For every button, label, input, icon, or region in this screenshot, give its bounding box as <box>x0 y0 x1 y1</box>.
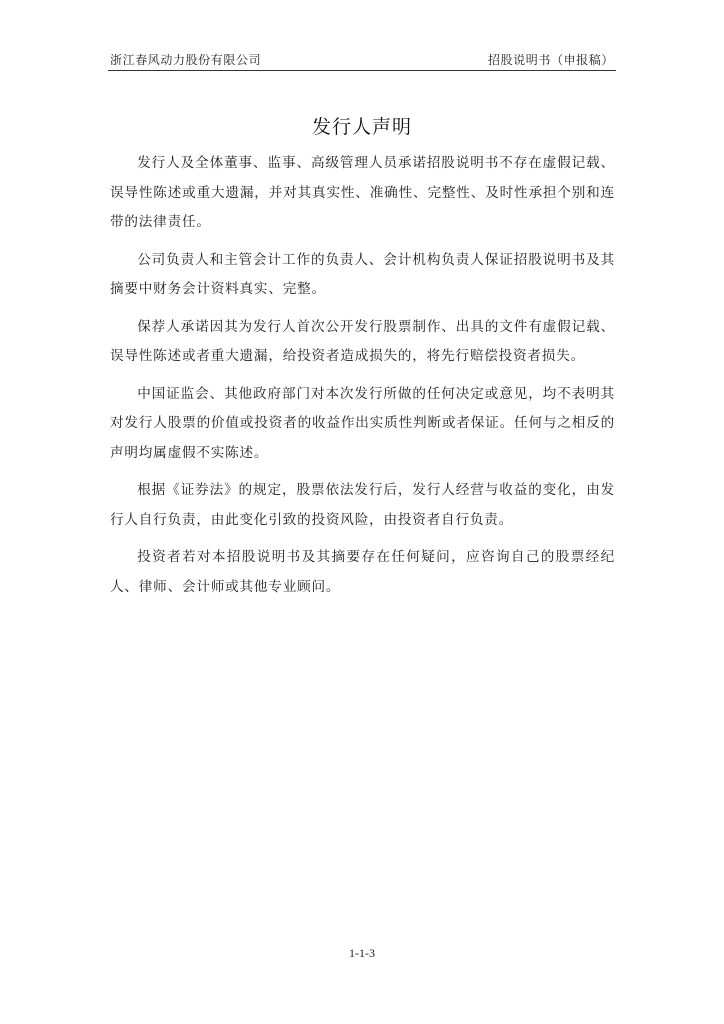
paragraph-securities-law: 根据《证券法》的规定，股票依法发行后，发行人经营与收益的变化，由发行人自行负责，由此变化引致的投资风险，由投资者自行负责。 <box>110 482 615 528</box>
page-header <box>108 50 616 71</box>
paragraph-csrc-disclaimer: 中国证监会、其他政府部门对本次发行所做的任何决定或意见，均不表明其对发行人股票的价值或投资者的收益作出实质性判断或者保证。任何与之相反的声明均属虚假不实陈述。 <box>110 385 615 461</box>
header-company-name: 浙江春风动力股份有限公司 <box>110 53 262 67</box>
paragraph-financial-assurance: 公司负责人和主管会计工作的负责人、会计机构负责人保证招股说明书及其摘要中财务会计资料真实、完整。 <box>110 251 615 297</box>
header-document-type: 招股说明书（申报稿） <box>487 53 614 67</box>
page-number: 1-1-3 <box>349 946 375 960</box>
paragraph-directors-commitment: 发行人及全体董事、监事、高级管理人员承诺招股说明书不存在虚假记载、误导性陈述或重大遗漏，并对其真实性、准确性、完整性、及时性承担个别和连带的法律责任。 <box>110 155 615 230</box>
paragraph-sponsor-commitment: 保荐人承诺因其为发行人首次公开发行股票制作、出具的文件有虚假记载、误导性陈述或者重大遗漏，给投资者造成损失的，将先行赔偿投资者损失。 <box>110 318 615 364</box>
page-title: 发行人声明 <box>311 116 412 138</box>
paragraph-investor-advice: 投资者若对本招股说明书及其摘要存在任何疑问，应咨询自己的股票经纪人、律师、会计师或其他专业顾问。 <box>110 549 615 595</box>
statement-body <box>110 149 615 610</box>
